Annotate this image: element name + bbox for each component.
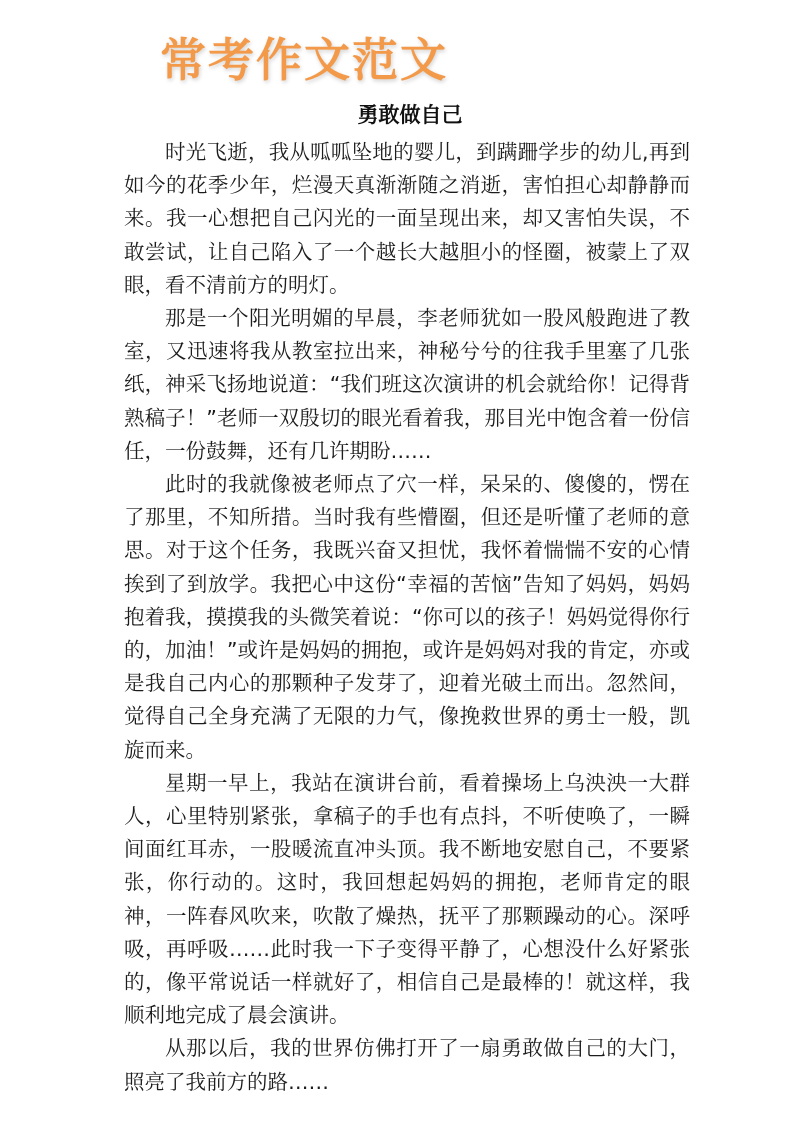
paragraph: 时光飞逝，我从呱呱坠地的婴儿，到蹒跚学步的幼儿,再到如今的花季少年，烂漫天真渐渐随之消逝，害怕担心却静静而来。我一心想把自己闪光的一面呈现出来，却又害怕失误，不敢尝试，让自己陷入了一个越长大越胆小的怪圈，被蒙上了双眼，看不清前方的明灯。	[124, 140, 690, 297]
essay-title: 勇敢做自己	[357, 103, 463, 127]
paragraph: 此时的我就像被老师点了穴一样，呆呆的、傻傻的，愣在了那里，不知所措。当时我有些懵圈，但还是听懂了老师的意思。对于这个任务，我既兴奋又担忧，我怀着惴惴不安的心情挨到了到放学。我把心中这份“幸福的苦恼”告知了妈妈，妈妈抱着我，摸摸我的头微笑着说：“你可以的孩子！妈妈觉得你行的，加油！”或许是妈妈的拥抱，或许是妈妈对我的肯定，亦或是我自己内心的那颗种子发芽了，迎着光破土而出。忽然间，觉得自己全身充满了无限的力气，像挽救世界的勇士一般，凯旋而来。	[124, 472, 690, 762]
header-title: 常考作文范文	[160, 33, 448, 87]
paragraph: 那是一个阳光明媚的早晨，李老师犹如一股风般跑进了教室，又迅速将我从教室拉出来，神秘兮兮的往我手里塞了几张纸，神采飞扬地说道：“我们班这次演讲的机会就给你！记得背熟稿子！”老师一双殷切的眼光看着我，那目光中饱含着一份信任，一份鼓舞，还有几许期盼……	[124, 306, 690, 463]
essay-body	[124, 136, 690, 1099]
paragraph: 星期一早上，我站在演讲台前，看着操场上乌泱泱一大群人，心里特别紧张，拿稿子的手也有点抖，不听使唤了，一瞬间面红耳赤，一股暖流直冲头顶。我不断地安慰自己，不要紧张，你行动的。这时，我回想起妈妈的拥抱，老师肯定的眼神，一阵春风吹来，吹散了燥热，抚平了那颗躁动的心。深呼吸，再呼吸……此时我一下子变得平静了，心想没什么好紧张的，像平常说话一样就好了，相信自己是最棒的！就这样，我顺利地完成了晨会演讲。	[124, 770, 690, 1028]
paragraph: 从那以后，我的世界仿佛打开了一扇勇敢做自己的大门，照亮了我前方的路……	[124, 1036, 690, 1094]
